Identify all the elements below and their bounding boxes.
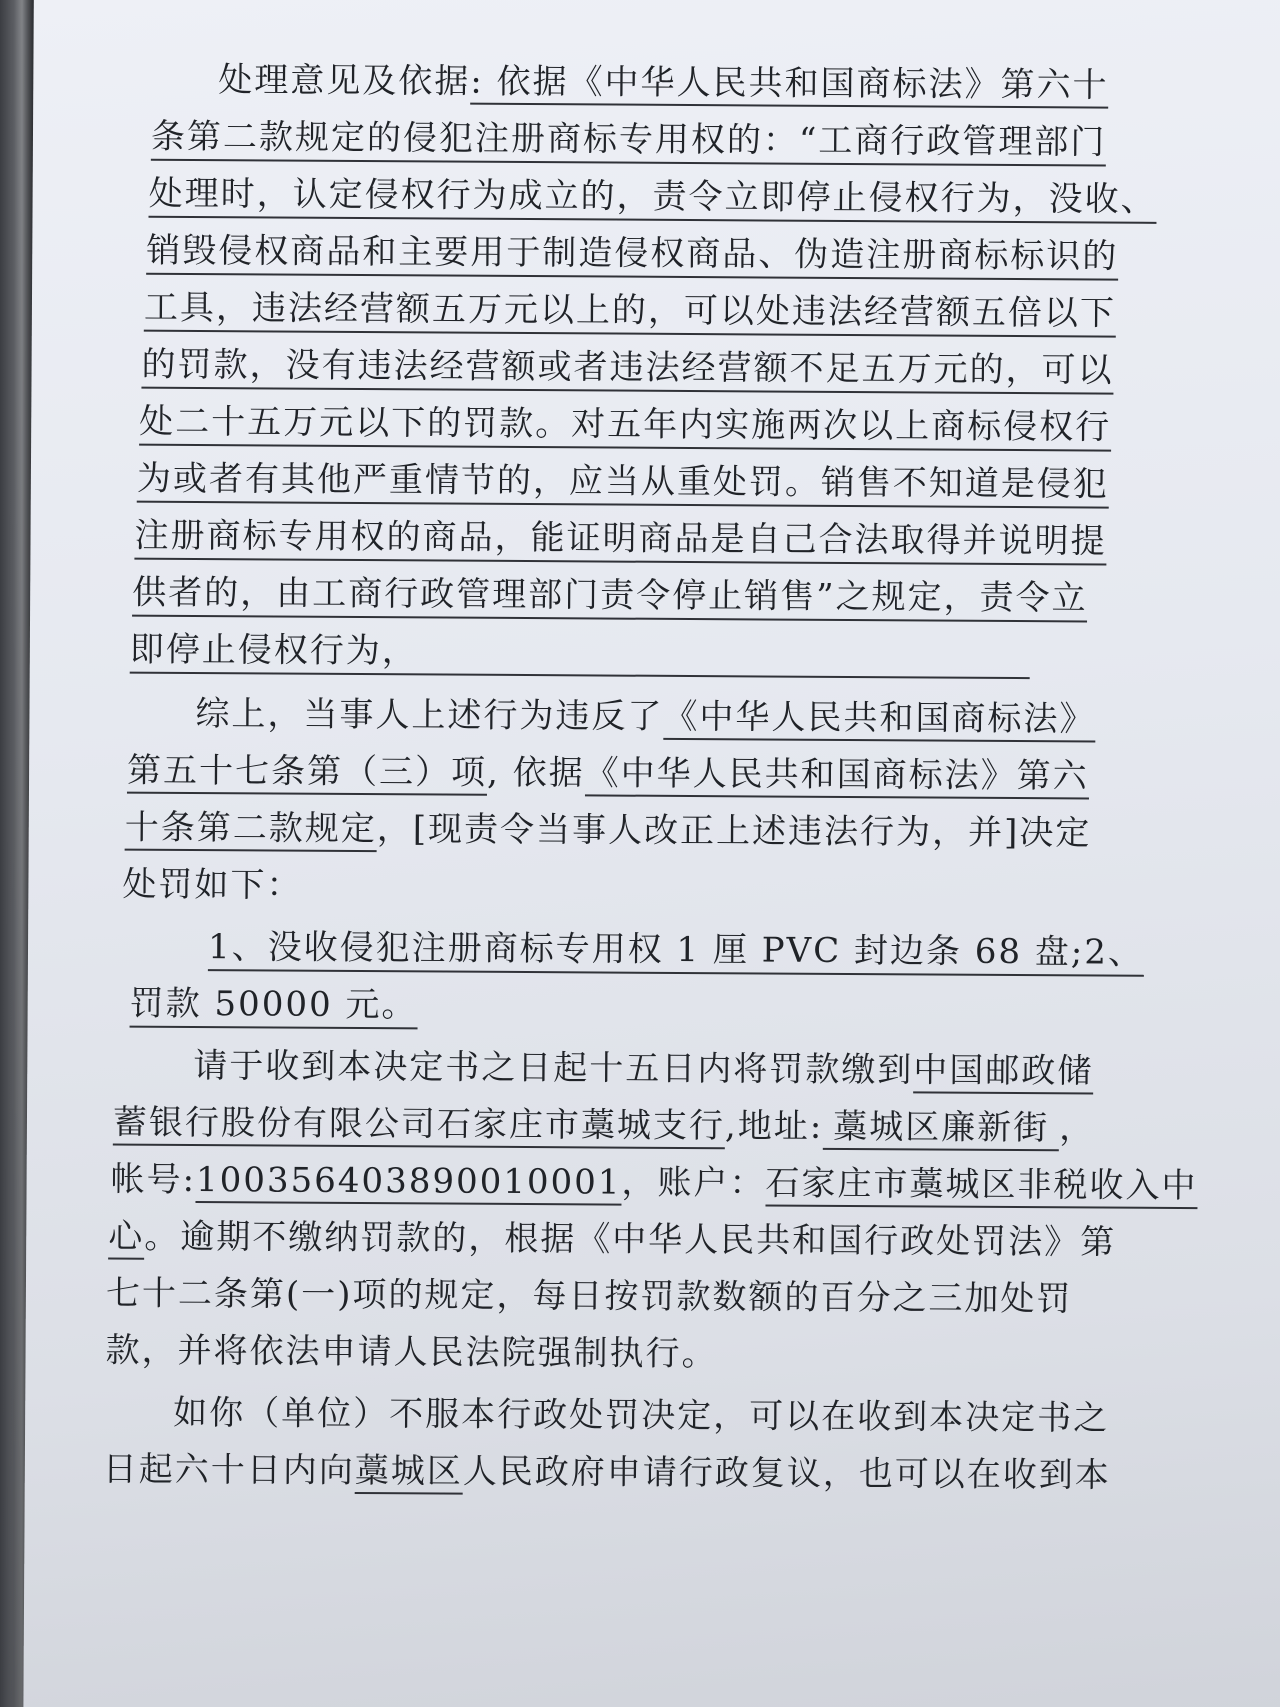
appeal-line2	[103, 1448, 1111, 1496]
conclusion-text: , 依据	[486, 752, 585, 794]
account-number: 100356403890010001	[196, 1160, 622, 1206]
para2-line3	[125, 807, 1092, 855]
payment-text: ，	[1059, 1108, 1096, 1149]
para2-line1	[195, 693, 1095, 740]
appeal-line1: 如你（单位）不服本行政处罚决定，可以在收到本决定书之	[173, 1392, 1110, 1439]
payment-line4	[108, 1215, 1116, 1263]
payment-text: 请于收到本决定书之日起十五日内将罚款缴到	[193, 1045, 914, 1091]
para1-line3: 处理时，认定侵权行为成立的，责令立即停止侵权行为，没收、	[148, 173, 1156, 224]
payment-line5: 七十二条第(一)项的规定，每日按罚款数额的百分之三加处罚	[105, 1273, 1073, 1320]
law-name: 《中华人民共和国商标法》	[663, 697, 1095, 743]
penalty-basis-cont: 十条第二款规定	[125, 808, 377, 853]
payment-text: ,地址:	[724, 1106, 824, 1147]
payment-text: 。逾期不缴纳罚款的，根据《中华人民共和国行政处罚法》第	[144, 1216, 1117, 1263]
penalty-line1: 1、没收侵犯注册商标专用权 1 厘 PVC 封边条 68 盘;2、	[208, 926, 1144, 977]
para1-line2: 条第二款规定的侵犯注册商标专用权的：“工商行政管理部门	[151, 116, 1107, 167]
para1-line6: 的罚款，没有违法经营额或者违法经营额不足五万元的，可以	[141, 344, 1113, 395]
para1-line7: 处二十五万元以下的罚款。对五年内实施两次以上商标侵权行	[139, 401, 1111, 452]
para1-line11: 即停止侵权行为，	[129, 629, 418, 672]
payment-line3	[110, 1158, 1197, 1207]
para1-line10: 供者的，由工商行政管理部门责令停止销售”之规定，责令立	[132, 572, 1088, 623]
para2-line4: 处罚如下：	[122, 864, 303, 906]
para1-line5: 工具，违法经营额五万元以上的，可以处违法经营额五倍以下	[144, 287, 1116, 338]
penalty-basis: 《中华人民共和国商标法》第六	[585, 753, 1089, 799]
conclusion-text: 综上，当事人上述行为违反了	[195, 694, 664, 737]
para1-line1	[218, 59, 1109, 106]
bank-name-cont: 蓄银行股份有限公司石家庄市藁城支行	[113, 1103, 725, 1150]
para1-line8: 为或者有其他严重情节的，应当从重处罚。销售不知道是侵犯	[137, 458, 1109, 509]
appeal-text: 日起六十日内向	[102, 1449, 355, 1491]
payment-text: ，账户：	[621, 1162, 766, 1204]
appeal-text: 人民政府申请行政复议，也可以在收到本	[462, 1451, 1111, 1496]
payment-line6: 款，并将依法申请人民法院强制执行。	[105, 1330, 718, 1375]
payee-name-end: 心	[108, 1216, 144, 1259]
district-name: 藁城区	[355, 1451, 463, 1495]
payment-line1	[193, 1045, 1093, 1092]
payee-name: 石家庄市藁城区非税收入中	[765, 1163, 1197, 1209]
bank-address: 藁城区廉新街	[823, 1107, 1059, 1151]
conclusion-text: ，[现责令当事人改正上述违法行为，并]决定	[376, 809, 1092, 854]
para1-line4: 销毁侵权商品和主要用于制造侵权商品、伪造注册商标标识的	[146, 230, 1118, 281]
section-heading: 处理意见及依据	[218, 60, 471, 102]
document-page	[23, 0, 1280, 1707]
penalty-line2: 罚款 50000 元。	[130, 983, 418, 1030]
payment-text: 帐号:	[110, 1159, 197, 1201]
para1-line9: 注册商标专用权的商品，能证明商品是自己合法取得并说明提	[134, 515, 1106, 566]
para2-line2	[127, 750, 1089, 798]
legal-basis-text: : 依据《中华人民共和国商标法》第六十	[470, 62, 1109, 109]
bank-name: 中国邮政储	[913, 1050, 1093, 1094]
violated-article: 第五十七条第（三）项	[127, 751, 487, 796]
underline-rule	[130, 672, 1030, 679]
payment-line2	[113, 1102, 1096, 1150]
